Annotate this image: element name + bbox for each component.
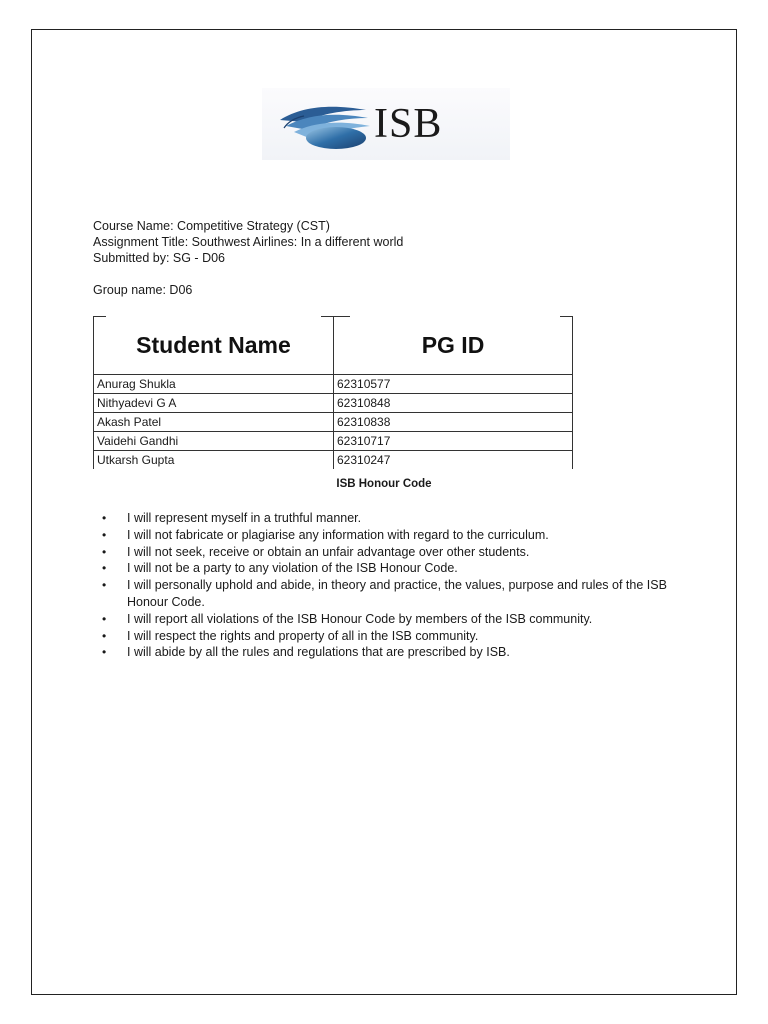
list-item: • I will respect the rights and property of all in the ISB community.	[102, 628, 479, 643]
isb-logo-text: ISB	[374, 101, 443, 147]
course-name: Course Name: Competitive Strategy (CST)	[93, 219, 330, 233]
student-name-cell: Nithyadevi G A	[94, 394, 334, 413]
table-row	[94, 375, 573, 394]
list-item: • I will not be a party to any violation of the ISB Honour Code.	[102, 561, 458, 576]
isb-emblem-icon	[274, 98, 374, 150]
submitted-by: Submitted by: SG - D06	[93, 251, 226, 265]
assignment-title: Assignment Title: Southwest Airlines: In a different world	[93, 235, 404, 249]
bullet-icon: •	[102, 544, 107, 559]
list-item: • I will abide by all the rules and regulations that are prescribed by ISB.	[102, 645, 510, 660]
bullet-icon: •	[102, 511, 107, 525]
assignment-details	[93, 218, 403, 298]
table-row	[94, 451, 573, 470]
pg-id-cell: 62310848	[334, 394, 573, 413]
table-row	[94, 413, 573, 432]
bullet-icon: •	[102, 527, 107, 542]
group-name: Group name: D06	[93, 283, 193, 297]
list-item: • I will not fabricate or plagiarise any information with regard to the curriculum.	[102, 527, 549, 542]
student-table	[93, 316, 573, 469]
pg-id-cell: 62310717	[334, 432, 573, 451]
pg-id-cell: 62310577	[334, 375, 573, 394]
honour-code-title: ISB Honour Code	[336, 478, 432, 490]
list-item: • I will represent myself in a truthful manner.	[102, 511, 362, 525]
list-item: • I will report all violations of the ISB Honour Code by members of the ISB community.	[102, 611, 593, 626]
list-item: • I will not seek, receive or obtain an unfair advantage over other students.	[102, 544, 530, 559]
header-pg-id: PG ID	[334, 316, 573, 375]
pg-id-cell: 62310247	[334, 451, 573, 470]
bullet-icon: •	[102, 578, 107, 593]
pg-id-cell: 62310838	[334, 413, 573, 432]
isb-logo	[262, 88, 510, 160]
table-header-row	[94, 316, 573, 375]
bullet-icon: •	[102, 645, 107, 660]
header-student-name: Student Name	[94, 316, 334, 375]
table-row	[94, 394, 573, 413]
student-name-cell: Akash Patel	[94, 413, 334, 432]
student-name-cell: Anurag Shukla	[94, 375, 334, 394]
student-name-cell: Vaidehi Gandhi	[94, 432, 334, 451]
bullet-icon: •	[102, 611, 107, 626]
bullet-icon: •	[102, 561, 107, 576]
bullet-icon: •	[102, 628, 107, 643]
honour-code-list	[102, 510, 672, 661]
student-name-cell: Utkarsh Gupta	[94, 451, 334, 470]
list-item: • I will personally uphold and abide, in theory and practice, the values, purpose and rules of the ISB Honour Code.	[102, 578, 667, 609]
table-row	[94, 432, 573, 451]
